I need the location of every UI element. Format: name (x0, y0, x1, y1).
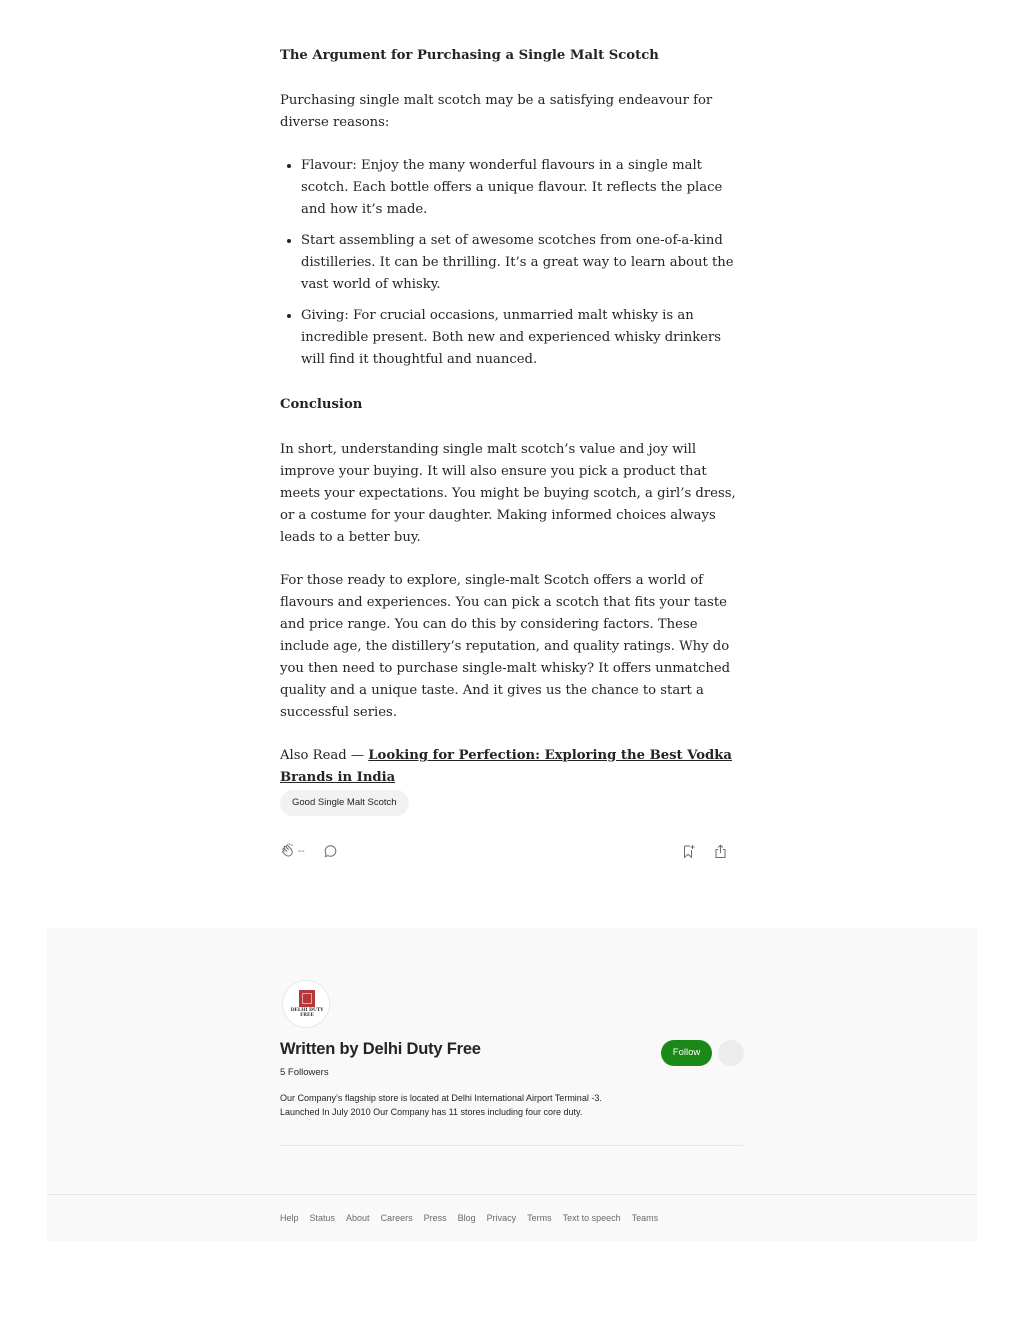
article-actions (280, 840, 743, 862)
list-item: • Flavour: Enjoy the many wonderful flavours in a single malt scotch. Each bottle offers a unique flavour. It reflects the place and how it’s made. (301, 155, 743, 221)
footer-link-privacy[interactable]: Privacy (486, 1213, 517, 1223)
article-body (280, 45, 743, 789)
footer-divider (47, 1194, 977, 1195)
author-written-by[interactable]: Written by Delhi Duty Free (280, 1040, 481, 1058)
clap-count: -- (298, 845, 305, 857)
brand-logo-mark (299, 990, 315, 1007)
footer-link-status[interactable]: Status (309, 1213, 336, 1223)
reasons-list (280, 155, 743, 371)
footer-link-help[interactable]: Help (280, 1213, 299, 1223)
comment-icon (323, 844, 338, 859)
also-read (280, 745, 743, 789)
footer-link-about[interactable]: About (346, 1213, 370, 1223)
conclusion-paragraph-1: In short, understanding single malt scotch’s value and joy will improve your buying. It will also ensure you pick a product that meets your expectations. You might be buying scotch, a girl’s dress, or a costume for your daughter. Making informed choices always leads to a better buy. (280, 442, 736, 545)
list-item: • Start assembling a set of awesome scotches from one-of-a-kind distilleries. It can be thrilling. It’s a great way to learn about the vast world of whisky. (301, 230, 743, 296)
author-bio: Our Company’s flagship store is located at Delhi International Airport Terminal -3. Launched In July 2010 Our Company has 11 stores including four core duty. (280, 1093, 602, 1117)
footer-link-press[interactable]: Press (423, 1213, 447, 1223)
footer-link-careers[interactable]: Careers (380, 1213, 413, 1223)
topic-tag[interactable]: Good Single Malt Scotch (280, 790, 409, 816)
brand-logo-text: DELHI DUTY FREE (290, 1008, 324, 1018)
clap-icon (280, 843, 296, 859)
author-avatar[interactable] (282, 980, 330, 1028)
more-options-button[interactable] (718, 1040, 744, 1066)
comment-button[interactable] (323, 840, 338, 862)
section-heading-conclusion: Conclusion (280, 397, 363, 412)
footer-link-terms[interactable]: Terms (527, 1213, 552, 1223)
footer-link-text-to-speech[interactable]: Text to speech (562, 1213, 621, 1223)
footer-links (280, 1213, 669, 1223)
also-read-prefix: Also Read — (280, 748, 369, 763)
clap-button[interactable] (280, 840, 305, 862)
footer-link-blog[interactable]: Blog (457, 1213, 476, 1223)
section-heading-argument: The Argument for Purchasing a Single Malt Scotch (280, 48, 659, 63)
footer-link-teams[interactable]: Teams (631, 1213, 659, 1223)
list-item: • Giving: For crucial occasions, unmarried malt whisky is an incredible present. Both new and experienced whisky drinkers will find it thoughtful and nuanced. (301, 305, 743, 371)
divider (280, 1145, 743, 1146)
also-read-link[interactable]: Looking for Perfection: Exploring the Best Vodka Brands in India (280, 748, 732, 785)
author-followers[interactable]: 5 Followers (280, 1067, 329, 1078)
share-icon (713, 844, 728, 859)
bookmark-button[interactable] (681, 840, 696, 862)
intro-paragraph: Purchasing single malt scotch may be a satisfying endeavour for diverse reasons: (280, 93, 713, 130)
bookmark-icon (681, 844, 696, 859)
conclusion-paragraph-2: For those ready to explore, single-malt Scotch offers a world of flavours and experiences. You can pick a scotch that fits your taste and price range. You can do this by considering factors. These include age, the distillery’s reputation, and quality ratings. Why do you then need to purchase single-malt whisky? It offers unmatched quality and a unique taste. And it gives us the chance to start a successful series. (280, 573, 731, 720)
share-button[interactable] (713, 840, 728, 862)
follow-button[interactable]: Follow (661, 1040, 712, 1066)
